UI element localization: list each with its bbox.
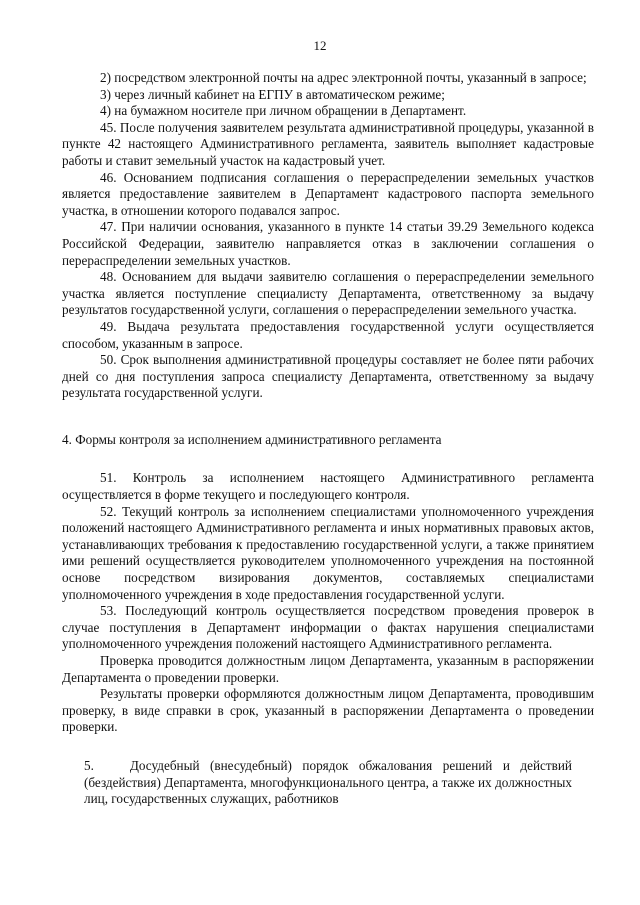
paragraph-52: 52. Текущий контроль за исполнением специалистами уполномоченного учреждения положений настоящего Административного регламента и иных нормативных правовых актов, устанавливающих требования к предоставлению государственной услуги, а также принятием ими решений осуществляется руководителем уполномоченного учреждения на постоянной основе посредством визирования документов, составляемых специалистами уполномоченного учреждения в ходе предоставления государственной услуги.	[62, 503, 594, 602]
inspection-results-paragraph: Результаты проверки оформляются должностным лицом Департамента, проводившим проверку, в виде справки в срок, указанный в распоряжении Департамента о проведении проверки.	[62, 686, 594, 735]
inspection-paragraph: Проверка проводится должностным лицом Департамента, указанным в распоряжении Департамента о проведении проверки.	[62, 653, 594, 685]
page-number: 12	[313, 38, 327, 53]
paragraph-45: 45. После получения заявителем результата административной процедуры, указанной в пункте 42 настоящего Административного регламента, заявитель выполняет кадастровые работы и ставит земельный участок на кадастровый учет.	[62, 119, 594, 168]
section-5-title: Досудебный (внесудебный) порядок обжалования решений и действий (бездействия) Департамента, многофункционального центра, а также их должностных лиц, государственных служащих, работников	[84, 757, 572, 807]
page-body	[62, 70, 594, 808]
paragraph-53: 53. Последующий контроль осуществляется посредством проведения проверок в случае поступления в Департамент информации о фактах нарушения специалистами уполномоченного учреждения положений настоящего Административного регламента.	[62, 603, 594, 652]
paragraph-51: 51. Контроль за исполнением настоящего Административного регламента осуществляется в форме текущего и последующего контроля.	[62, 470, 594, 503]
section-5-number: 5.	[84, 757, 94, 773]
paragraph-46: 46. Основанием подписания соглашения о перераспределении земельных участков является предоставление заявителем в Департамент кадастрового паспорта земельного участка, в отношении которого подавался запрос.	[62, 169, 594, 218]
delivery-method-3: 3) через личный кабинет на ЕГПУ в автоматическом режиме;	[100, 86, 445, 102]
section-4-heading: 4. Формы контроля за исполнением административного регламента	[62, 431, 442, 447]
section-5-heading	[62, 758, 594, 808]
paragraph-50: 50. Срок выполнения административной процедуры составляет не более пяти рабочих дней со дня поступления запроса специалисту Департамента, ответственному за выдачу результата государственной услуги.	[62, 352, 594, 401]
paragraph-48: 48. Основанием для выдачи заявителю соглашения о перераспределении земельного участка является поступление специалисту Департамента, ответственному за выдачу результатов государственной услуги, соглашения о перераспределении земельного участка.	[62, 269, 594, 318]
delivery-method-2: 2) посредством электронной почты на адрес электронной почты, указанный в запросе;	[100, 70, 587, 85]
paragraph-49: 49. Выдача результата предоставления государственной услуги осуществляется способом, указанным в запросе.	[62, 318, 594, 351]
delivery-method-4: 4) на бумажном носителе при личном обращении в Департамент.	[100, 103, 467, 119]
paragraph-47: 47. При наличии основания, указанного в пункте 14 статьи 39.29 Земельного кодекса Российской Федерации, заявителю направляется отказ в заключении соглашения о перераспределении земельных участков.	[62, 219, 594, 268]
